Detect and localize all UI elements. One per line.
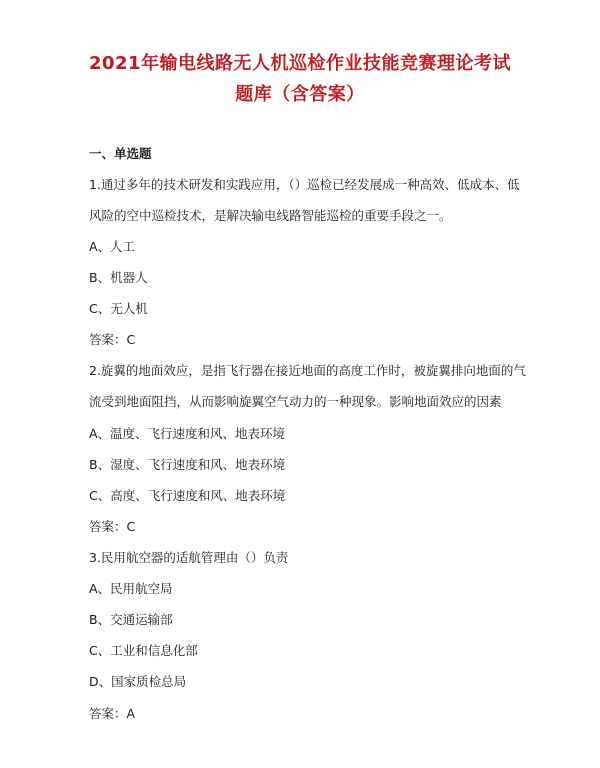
question-1-stem-line-1: 1.通过多年的技术研发和实践应用，（）巡检已经发展成一种高效、低成本、低 <box>89 177 520 192</box>
question-2-option-a: A、温度、飞行速度和风、地表环境 <box>89 426 286 441</box>
question-2-option-b: B、湿度、飞行速度和风、地表环境 <box>89 457 286 472</box>
question-2-answer: 答案：C <box>89 519 136 534</box>
question-1-option-b: B、机器人 <box>89 270 148 285</box>
section-heading: 一、单选题 <box>89 146 152 161</box>
question-2-option-c: C、高度、飞行速度和风、地表环境 <box>89 488 286 503</box>
document-title-line-1: 2021年输电线路无人机巡检作业技能竞赛理论考试 <box>88 53 512 74</box>
question-1-option-c: C、无人机 <box>89 301 148 316</box>
question-2-stem-line-2: 流受到地面阻挡，从而影响旋翼空气动力的一种现象。影响地面效应的因素 <box>89 394 502 409</box>
question-1-answer: 答案：C <box>89 332 136 347</box>
question-3-option-b: B、交通运输部 <box>89 612 173 627</box>
question-2-stem-line-1: 2.旋翼的地面效应，是指飞行器在接近地面的高度工作时，被旋翼排向地面的气 <box>89 363 526 378</box>
question-1-option-a: A、人工 <box>89 239 136 254</box>
question-3-option-d: D、国家质检总局 <box>89 674 187 689</box>
document-title-line-2: 题库（含答案） <box>235 84 365 105</box>
question-3-option-a: A、民用航空局 <box>89 581 173 596</box>
question-3-answer: 答案：A <box>89 706 136 721</box>
question-3-option-c: C、工业和信息化部 <box>89 643 198 658</box>
question-3-stem-line-1: 3.民用航空器的适航管理由（）负责 <box>89 550 289 565</box>
question-1-stem-line-2: 风险的空中巡检技术，是解决输电线路智能巡检的重要手段之一。 <box>89 208 452 223</box>
